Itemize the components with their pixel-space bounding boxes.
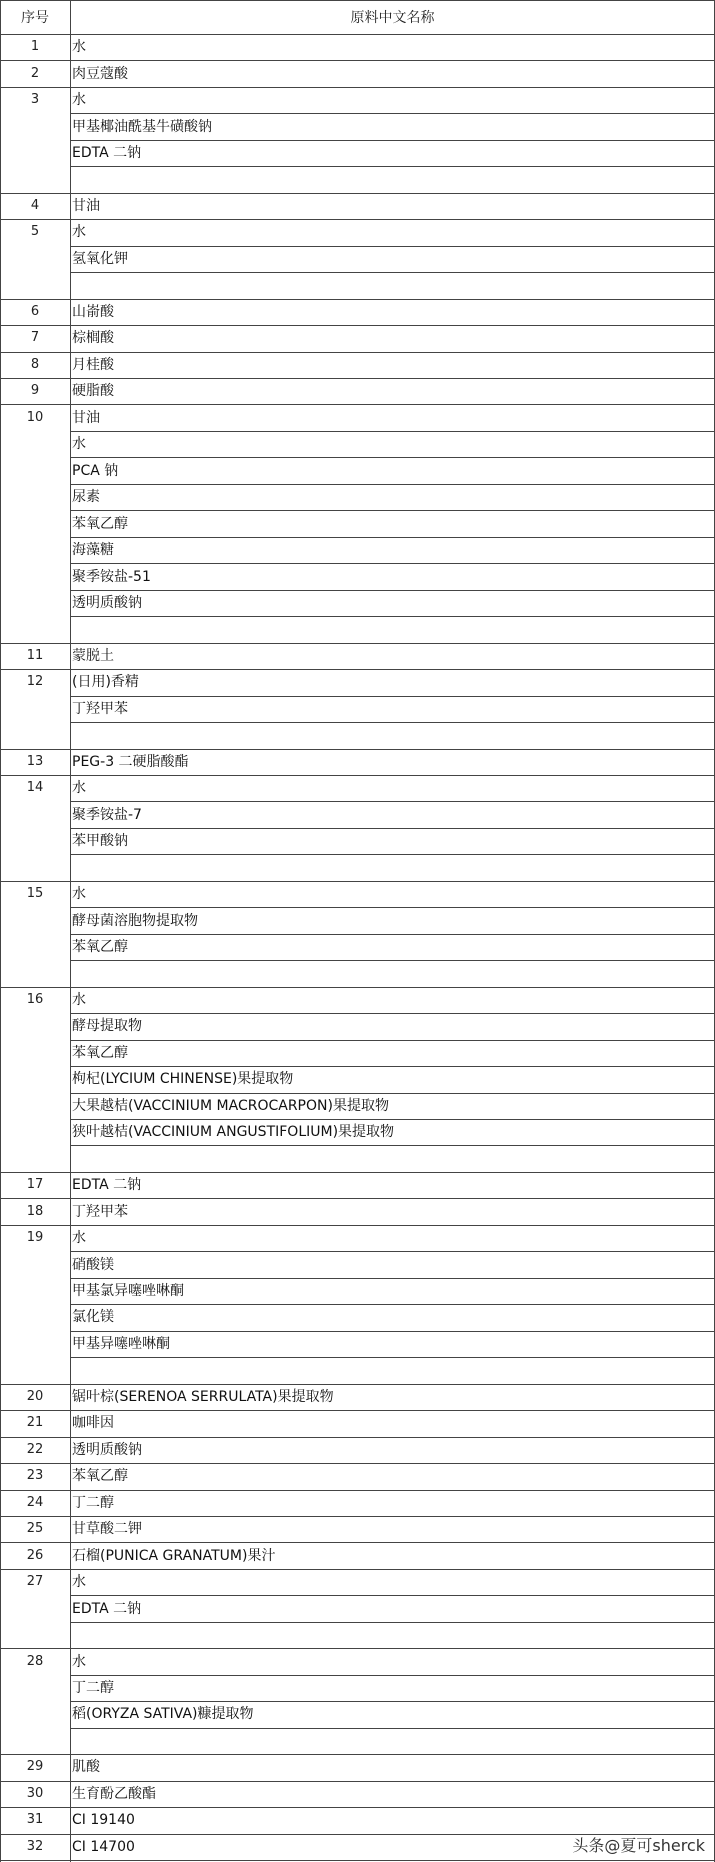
row-number: 10 — [26, 410, 44, 425]
ingredient-name: 苯氧乙醇 — [72, 939, 128, 955]
ingredient-name: 石榴(PUNICA GRANATUM)果汁 — [72, 1548, 276, 1564]
ingredient-name: 水 — [72, 886, 86, 902]
row-number: 31 — [26, 1812, 44, 1827]
row-number: 21 — [26, 1415, 44, 1430]
ingredient-name: 水 — [72, 39, 86, 55]
row-number: 25 — [26, 1521, 44, 1536]
ingredient-name: 聚季铵盐-51 — [72, 569, 151, 585]
ingredient-name: 棕榈酸 — [72, 330, 114, 346]
row-number: 9 — [30, 383, 40, 398]
row-number: 28 — [26, 1654, 44, 1669]
ingredient-name: 狭叶越桔(VACCINIUM ANGUSTIFOLIUM)果提取物 — [72, 1124, 395, 1140]
ingredient-name: 甲基异噻唑啉酮 — [72, 1336, 170, 1352]
ingredient-name: 大果越桔(VACCINIUM MACROCARPON)果提取物 — [72, 1098, 389, 1114]
row-number: 12 — [26, 674, 44, 689]
ingredient-name: 苯氧乙醇 — [72, 1468, 128, 1484]
ingredient-name: PEG-3 二硬脂酸酯 — [72, 754, 189, 770]
ingredient-name: 水 — [72, 1230, 86, 1246]
row-number: 32 — [26, 1839, 44, 1854]
ingredient-name: 咖啡因 — [72, 1415, 114, 1431]
ingredient-name: 氯化镁 — [72, 1309, 114, 1325]
ingredient-name: 甲基椰油酰基牛磺酸钠 — [72, 119, 212, 135]
ingredient-name: 水 — [72, 1574, 86, 1590]
ingredient-name: 酵母提取物 — [72, 1018, 142, 1034]
ingredient-name: 丁二醇 — [72, 1680, 114, 1696]
ingredient-name: 苯氧乙醇 — [72, 516, 128, 532]
ingredient-name: EDTA 二钠 — [72, 1601, 142, 1617]
row-number: 17 — [26, 1177, 44, 1192]
row-number: 4 — [30, 198, 40, 213]
row-number: 5 — [30, 224, 40, 239]
ingredient-name: 水 — [72, 224, 86, 240]
ingredient-name: 生育酚乙酸酯 — [72, 1786, 156, 1802]
ingredient-name: 海藻糖 — [72, 542, 114, 558]
ingredient-name: 甘油 — [72, 198, 100, 214]
row-number: 16 — [26, 992, 44, 1007]
ingredient-name: 山嵛酸 — [72, 304, 114, 320]
ingredient-name: 丁羟甲苯 — [72, 701, 128, 717]
header-no: 序号 — [21, 10, 49, 26]
ingredient-name: CI 19140 — [72, 1812, 135, 1828]
ingredient-name: 水 — [72, 780, 86, 796]
ingredient-name: 酵母菌溶胞物提取物 — [72, 913, 198, 929]
row-number: 24 — [26, 1495, 44, 1510]
row-number: 26 — [26, 1548, 44, 1563]
row-number: 6 — [30, 304, 40, 319]
ingredient-name: 丁二醇 — [72, 1495, 114, 1511]
ingredient-name: 苯氧乙醇 — [72, 1045, 128, 1061]
ingredient-name: EDTA 二钠 — [72, 1177, 142, 1193]
ingredient-name: 枸杞(LYCIUM CHINENSE)果提取物 — [72, 1071, 294, 1087]
row-number: 11 — [26, 648, 44, 663]
watermark-handle: @夏可sherck — [604, 1836, 705, 1855]
row-number: 20 — [26, 1389, 44, 1404]
row-number: 23 — [26, 1468, 44, 1483]
ingredient-name: 蒙脱土 — [72, 648, 114, 664]
ingredient-name: 甘油 — [72, 410, 100, 426]
row-number: 27 — [26, 1574, 44, 1589]
row-number: 13 — [26, 754, 44, 769]
ingredient-name: 水 — [72, 436, 86, 452]
ingredient-name: CI 14700 — [72, 1839, 135, 1855]
ingredient-name: 苯甲酸钠 — [72, 833, 128, 849]
ingredient-name: EDTA 二钠 — [72, 145, 142, 161]
row-number: 15 — [26, 886, 44, 901]
ingredient-name: 丁羟甲苯 — [72, 1204, 128, 1220]
row-number: 7 — [30, 330, 40, 345]
watermark-prefix: 头条 — [572, 1836, 605, 1855]
row-number: 1 — [30, 39, 40, 54]
ingredient-name: 水 — [72, 92, 86, 108]
row-number: 30 — [26, 1786, 44, 1801]
ingredient-name: 水 — [72, 992, 86, 1008]
ingredient-name: 透明质酸钠 — [72, 1442, 142, 1458]
ingredient-name: 水 — [72, 1654, 86, 1670]
ingredient-name: 锯叶棕(SERENOA SERRULATA)果提取物 — [72, 1389, 334, 1405]
row-number: 8 — [30, 357, 40, 372]
row-number: 2 — [30, 66, 40, 81]
ingredient-name: PCA 钠 — [72, 463, 119, 479]
ingredient-name: 稻(ORYZA SATIVA)糠提取物 — [72, 1706, 254, 1722]
ingredient-name: 肌酸 — [72, 1759, 100, 1775]
row-number: 3 — [30, 92, 40, 107]
row-number: 19 — [26, 1230, 44, 1245]
ingredient-name: 硬脂酸 — [72, 383, 114, 399]
row-number: 22 — [26, 1442, 44, 1457]
row-number: 18 — [26, 1204, 44, 1219]
watermark — [572, 1833, 705, 1856]
ingredient-name: 硝酸镁 — [72, 1257, 114, 1273]
ingredient-name: 甘草酸二钾 — [72, 1521, 142, 1537]
ingredient-name: 月桂酸 — [72, 357, 114, 373]
row-number: 29 — [26, 1759, 44, 1774]
ingredient-name: 甲基氯异噻唑啉酮 — [72, 1283, 184, 1299]
ingredient-name: 尿素 — [72, 489, 100, 505]
ingredient-name: 透明质酸钠 — [72, 595, 142, 611]
ingredient-name: 聚季铵盐-7 — [72, 807, 142, 823]
ingredient-name: 氢氧化钾 — [72, 251, 128, 267]
ingredient-name: (日用)香精 — [72, 674, 139, 690]
header-name: 原料中文名称 — [350, 10, 435, 26]
ingredient-name: 肉豆蔻酸 — [72, 66, 128, 82]
row-number: 14 — [26, 780, 44, 795]
